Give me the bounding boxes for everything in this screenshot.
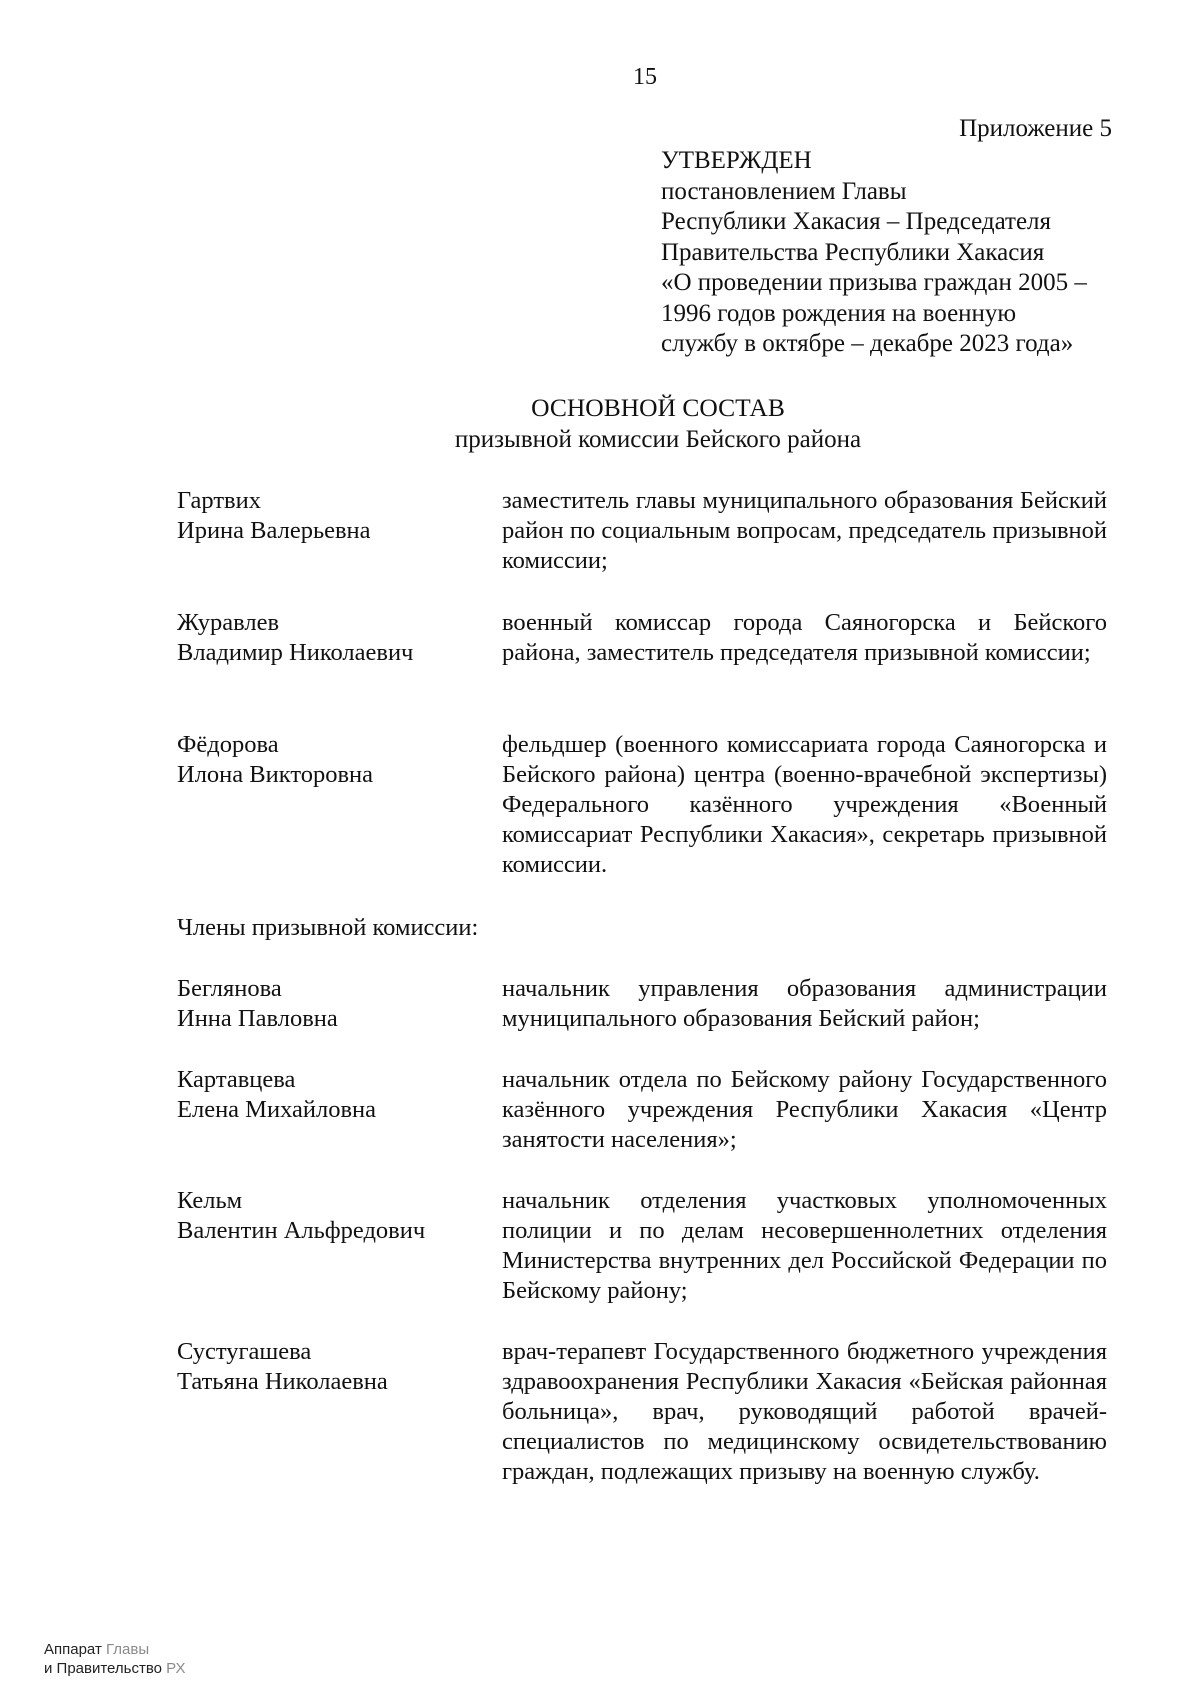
person-name	[177, 1337, 477, 1397]
person-name	[177, 486, 477, 546]
appendix-label: Приложение 5	[959, 115, 1112, 142]
person-given-names: Илона Викторовна	[177, 761, 373, 788]
document-subtitle: призывной комиссии Бейского района	[454, 426, 862, 453]
person-role: начальник управления образования администрации муниципального образования Бейский район;	[502, 975, 1107, 1032]
approval-line: Республики Хакасия – Председателя	[661, 208, 1052, 235]
person-surname: Картавцева	[177, 1066, 296, 1093]
person-name	[177, 608, 477, 668]
members-heading: Члены призывной комиссии:	[177, 914, 479, 941]
stamp-text-bold: Аппарат	[44, 1641, 102, 1658]
person-role: начальник отдела по Бейскому району Государственного казённого учреждения Республики Хакасия «Центр занятости населения»;	[502, 1066, 1107, 1153]
stamp-text-bold: и Правительство	[44, 1660, 162, 1677]
person-surname: Кельм	[177, 1187, 243, 1214]
person-surname: Фёдорова	[177, 731, 279, 758]
approval-line: службу в октябре – декабре 2023 года»	[661, 330, 1074, 357]
approval-block	[661, 146, 1121, 360]
person-role: врач-терапевт Государственного бюджетного учреждения здравоохранения Республики Хакасия «Бейская районная больница», врач, руководящий работой врачей-специалистов по медицинскому освидетельствованию граждан, подлежащих призыву на военную службу.	[502, 1338, 1107, 1485]
person-role: фельдшер (военного комиссариата города Саяногорска и Бейского района) центра (военно-врачебной экспертизы) Федерального казённого учреждения «Военный комиссариат Республики Хакасия», секретарь призывной комиссии.	[502, 731, 1107, 878]
approval-line: Правительства Республики Хакасия	[661, 238, 1045, 266]
person-name	[177, 974, 477, 1034]
person-name	[177, 1065, 477, 1125]
person-surname: Журавлев	[177, 609, 280, 636]
person-name	[177, 1186, 477, 1246]
person-given-names: Владимир Николаевич	[177, 639, 414, 666]
office-stamp	[44, 1640, 186, 1678]
person-surname: Сустугашева	[177, 1338, 312, 1365]
approval-line: «О проведении призыва граждан 2005 –	[661, 269, 1087, 296]
person-given-names: Татьяна Николаевна	[177, 1368, 388, 1395]
person-role: начальник отделения участковых уполномоченных полиции и по делам несовершеннолетних отделения Министерства внутренних дел Российской Федерации по Бейскому району;	[502, 1187, 1107, 1304]
approval-line: постановлением Главы	[661, 177, 907, 205]
person-given-names: Валентин Альфредович	[177, 1217, 426, 1244]
stamp-text-faded: Главы	[106, 1641, 150, 1658]
person-given-names: Елена Михайловна	[177, 1096, 377, 1123]
person-given-names: Инна Павловна	[177, 1005, 338, 1032]
document-title: ОСНОВНОЙ СОСТАВ	[531, 393, 785, 422]
person-role: военный комиссар города Саяногорска и Бейского района, заместитель председателя призывной комиссии;	[502, 609, 1107, 666]
person-surname: Гартвих	[177, 487, 261, 514]
person-name	[177, 730, 477, 790]
person-surname: Беглянова	[177, 975, 282, 1002]
approval-line: УТВЕРЖДЕН	[661, 147, 812, 174]
page-number: 15	[633, 64, 657, 90]
approval-line: 1996 годов рождения на военную	[661, 299, 1017, 327]
stamp-text-faded: РХ	[166, 1660, 186, 1677]
person-role: заместитель главы муниципального образования Бейский район по социальным вопросам, председатель призывной комиссии;	[502, 487, 1107, 574]
person-given-names: Ирина Валерьевна	[177, 517, 371, 544]
